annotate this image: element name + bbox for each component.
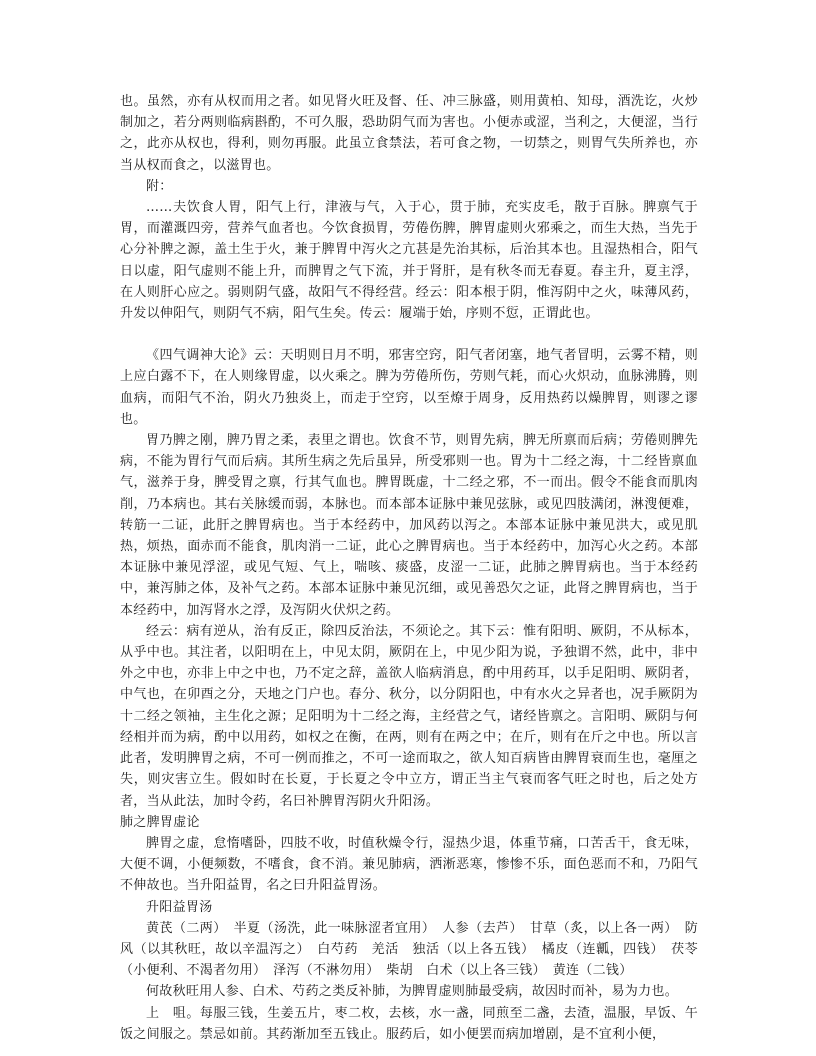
- paragraph-classic-says: 经云：病有逆从，治有反正，除四反治法，不须论之。其下云：惟有阳明、厥阴，不从标本，从乎中也。其注者，以阳明在上，中见太阴，厥阴在上，中见少阳为说，予独谓不然，此中，非中外之中也，亦非上中之中也，乃不定之辞，盖欲人临病消息，酌中用药耳，以手足阳明、厥阴者，中气也，在卯酉之分，天地之门户也。春分、秋分，以分阴阳也，中有水火之异者也，况手厥阴为十二经之领袖，主生化之源；足阳明为十二经之海，主经营之气，诸经皆禀之。言阳明、厥阴与何经相并而为病，酌中以用药，如权之在衡，在两，则有在两之中；在斤，则有在斤之中也。所以言此者，发明脾胃之病，不可一例而推之，不可一途而取之，欲人知百病皆由脾胃衰而生也，毫厘之失，则灾害立生。假如时在长夏，于长夏之令中立方，谓正当主气衰而客气旺之时也，后之处方者，当从此法，加时令药，名曰补脾胃泻阴火升阳汤。: [120, 623, 698, 809]
- formula-title: 升阳益胃汤: [146, 899, 213, 915]
- paragraph-gap: [120, 324, 698, 345]
- paragraph-dosage: 上 咀。每服三钱，生姜五片，枣二枚，去核，水一盏，同煎至二盏，去渣，温服，早饭、午饭之间服之。禁忌如前。其药渐加至五钱止。服药后，如小便罢而病加增剧，是不宜利小便，: [120, 1005, 698, 1042]
- paragraph-four-qi: 《四气调神大论》云：天明则日月不明，邪害空窍，阳气者闭塞，地气者冒明，云雾不精，则上应白露不下，在人则缘胃虚，以火乘之。脾为劳倦所伤，劳则气耗，而心火炽动，血脉沸腾，则血病，而阳气不治，阴火乃独炎上，而走于空窍，以至燎于周身，反用热药以燥脾胃，则谬之谬也。: [120, 348, 698, 427]
- paragraph-appendix-text: ……夫饮食人胃，阳气上行，津液与气，入于心，贯于肺，充实皮毛，散于百脉。脾禀气于胃，而灌溉四旁，营养气血者也。今饮食损胃，劳倦伤脾，脾胃虚则火邪乘之，而生大热，当先于心分补脾之源，盖土生于火，兼于脾胃中泻火之亢甚是先治其标，后治其本也。且湿热相合，阳气日以虚，阳气虚则不能上升，而脾胃之气下流，并于肾肝，是有秋冬而无春夏。春主升，夏主浮，在人则肝心应之。弱则阴气盛，故阳气不得经营。经云：阳本根于阴，惟泻阴中之火，味薄风药，升发以伸阳气，则阴气不病，阳气生矣。传云：履端于始，序则不愆，正谓此也。: [120, 200, 698, 322]
- paragraph-why-autumn: 何故秋旺用人参、白术、芍药之类反补肺，为脾胃虚则肺最受病，故因时而补，易为力也。: [146, 984, 679, 1000]
- paragraph-lung-deficiency: 脾胃之虚，怠惰嗜卧，四肢不收，时值秋燥令行，湿热少退，体重节痛，口苦舌干，食无味，大便不调，小便频数，不嗜食，食不消。兼见肺病，洒淅恶寒，惨惨不乐，面色恶而不和，乃阳气不伸故也。当升阳益胃，名之曰升阳益胃汤。: [120, 835, 698, 894]
- formula-ingredients: 黄芪（二两） 半夏（汤洗，此一味脉涩者宜用） 人参（去芦） 甘草（炙，以上各一两） 防风（以其秋旺，故以辛温泻之） 白芍药 羌活 独活（以上各五钱） 橘皮（连瓤，四钱） 茯苓（小便利、不渴者勿用） 泽泻（不淋勿用） 柴胡 白术（以上各三钱） 黄连（二钱）: [120, 920, 698, 979]
- paragraph-continuation: 也。虽然，亦有从权而用之者。如见肾火旺及督、任、冲三脉盛，则用黄柏、知母，酒洗讫，火炒制加之，若分两则临病斟酌，不可久服，恐助阴气而为害也。小便赤或涩，当利之，大便涩，当行之，此亦从权也，得利，则勿再服。此虽立食禁法，若可食之物，一切禁之，则胃气失所养也，亦当从权而食之，以滋胃也。: [120, 94, 698, 173]
- document-page: [120, 91, 698, 1045]
- section-heading: 肺之脾胃虚论: [120, 814, 200, 830]
- appendix-label: 附：: [146, 178, 173, 194]
- paragraph-spleen-stomach: 胃乃脾之刚，脾乃胃之柔，表里之谓也。饮食不节，则胃先病，脾无所禀而后病；劳倦则脾先病，不能为胃行气而后病。其所生病之先后虽异，所受邪则一也。胃为十二经之海，十二经皆禀血气，滋养于身，脾受胃之禀，行其气血也。脾胃既虚，十二经之邪，不一而出。假令不能食而肌肉削，乃本病也。其右关脉缓而弱，本脉也。而本部本证脉中兼见弦脉，或见四肢满闭，淋溲便难，转筋一二证，此肝之脾胃病也。当于本经药中，加风药以泻之。本部本证脉中兼见洪大，或见肌热，烦热，面赤而不能食，肌肉消一二证，此心之脾胃病也。当于本经药中，加泻心火之药。本部本证脉中兼见浮涩，或见气短、气上，喘咳、痰盛，皮涩一二证，此肺之脾胃病也。当于本经药中，兼泻肺之体，及补气之药。本部本证脉中兼见沉细，或见善恐欠之证，此肾之脾胃病也，当于本经药中，加泻肾水之浮，及泻阴火伏炽之药。: [120, 433, 698, 618]
